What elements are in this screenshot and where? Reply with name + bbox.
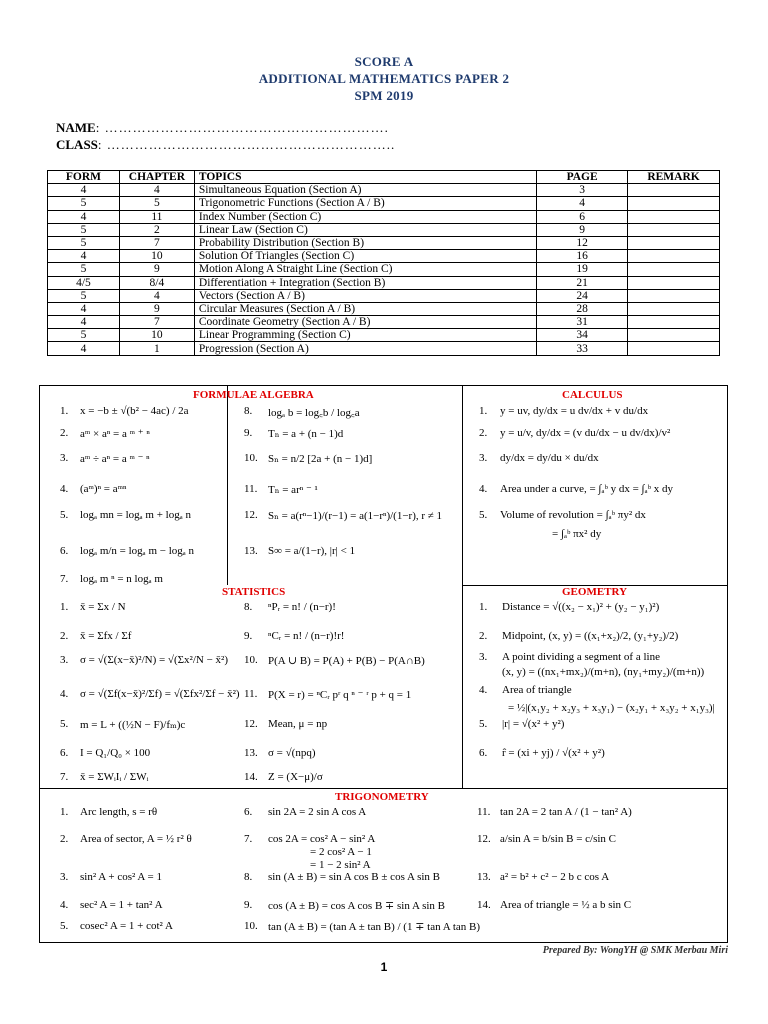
cell-remark	[628, 316, 720, 329]
trigonometry-formula: a² = b² + c² − 2 b c cos A	[500, 871, 610, 883]
table-row	[48, 236, 720, 249]
trigonometry-formula: Area of triangle = ½ a b sin C	[500, 899, 632, 911]
cell-topic: Circular Measures (Section A / B)	[194, 302, 536, 315]
geometry-formula: A point dividing a segment of a line	[502, 651, 660, 663]
formula-number: 10.	[244, 920, 258, 932]
cell-chapter: 1	[119, 342, 194, 355]
formula-number: 3.	[479, 651, 488, 663]
algebra-formula: logₐ m ⁿ = n logₐ m	[80, 573, 163, 585]
header-topics: TOPICS	[194, 171, 536, 184]
geometry-formula: Distance = √((x₂ − x₁)² + (y₂ − y₁)²)	[502, 601, 660, 613]
formula-number: 13.	[477, 871, 491, 883]
cell-chapter: 4	[119, 184, 194, 197]
calculus-formula: y = u/v, dy/dx = (v du/dx − u dv/dx)/v²	[500, 427, 671, 439]
cell-topic: Differentiation + Integration (Section B)	[194, 276, 536, 289]
cell-remark	[628, 250, 720, 263]
section-trigonometry: TRIGONOMETRY	[335, 791, 429, 803]
cell-form: 4	[48, 316, 120, 329]
statistics-formula: P(A ∪ B) = P(A) + P(B) − P(A∩B)	[268, 655, 425, 667]
statistics-formula: ⁿCᵣ = n! / (n−r)!r!	[268, 630, 345, 642]
algebra-formula: x = −b ± √(b² − 4ac) / 2a	[80, 405, 189, 417]
cell-remark	[628, 184, 720, 197]
statistics-formula: x̄ = Σfx / Σf	[80, 630, 132, 642]
formula-number: 5.	[60, 920, 69, 932]
trigonometry-formula: sin (A ± B) = sin A cos B ± cos A sin B	[268, 871, 440, 883]
divider	[462, 585, 463, 788]
cell-form: 4	[48, 184, 120, 197]
cell-topic: Motion Along A Straight Line (Section C)	[194, 263, 536, 276]
formula-number: 1.	[60, 601, 69, 613]
cell-remark	[628, 276, 720, 289]
formula-number: 7.	[60, 771, 69, 783]
formula-number: 2.	[479, 427, 488, 439]
table-row	[48, 184, 720, 197]
statistics-formula: x̄ = ΣWᵢIᵢ / ΣWᵢ	[80, 771, 149, 783]
table-row	[48, 316, 720, 329]
trigonometry-formula: tan (A ± B) = (tan A ± tan B) / (1 ∓ tan A tan B)	[268, 921, 481, 933]
statistics-formula: x̄ = Σx / N	[80, 601, 126, 613]
formula-number: 7.	[244, 833, 253, 845]
statistics-formula: σ = √(Σf(x−x̄)²/Σf) = √(Σfx²/Σf − x̄²)	[80, 688, 240, 700]
cell-page: 3	[537, 184, 628, 197]
formula-number: 4.	[60, 899, 69, 911]
trigonometry-formula: a/sin A = b/sin B = c/sin C	[500, 833, 617, 845]
formula-number: 8.	[244, 601, 253, 613]
formula-number: 6.	[244, 806, 253, 818]
calculus-formula: y = uv, dy/dx = u dv/dx + v du/dx	[500, 405, 649, 417]
cell-topic: Linear Programming (Section C)	[194, 329, 536, 342]
trigonometry-formula: sin 2A = 2 sin A cos A	[268, 806, 367, 818]
cell-chapter: 10	[119, 329, 194, 342]
geometry-formula: = ½|(x₁y₂ + x₂y₃ + x₃y₁) − (x₂y₁ + x₃y₂ + x₁y₃)|	[508, 702, 715, 714]
cell-chapter: 2	[119, 223, 194, 236]
cell-remark	[628, 329, 720, 342]
formula-number: 8.	[244, 871, 253, 883]
formula-number: 5.	[60, 509, 69, 521]
formula-number: 12.	[244, 509, 258, 521]
header-remark: REMARK	[628, 171, 720, 184]
cell-page: 21	[537, 276, 628, 289]
formula-number: 11.	[244, 688, 258, 700]
cell-chapter: 4	[119, 289, 194, 302]
formula-number: 14.	[477, 899, 491, 911]
name-line	[56, 120, 389, 136]
trigonometry-formula: cosec² A = 1 + cot² A	[80, 920, 173, 932]
section-algebra: FORMULAE ALGEBRA	[193, 389, 314, 401]
class-label: CLASS	[56, 137, 98, 152]
formula-number: 4.	[479, 684, 488, 696]
formula-number: 4.	[60, 688, 69, 700]
cell-topic: Coordinate Geometry (Section A / B)	[194, 316, 536, 329]
algebra-formula: aᵐ × aⁿ = a ᵐ ⁺ ⁿ	[80, 428, 150, 440]
formula-number: 13.	[244, 545, 258, 557]
cell-form: 4	[48, 342, 120, 355]
statistics-formula: I = Q₁/Q₀ × 100	[80, 747, 151, 759]
cell-topic: Linear Law (Section C)	[194, 223, 536, 236]
statistics-formula: m = L + ((½N − F)/fₘ)c	[80, 719, 186, 731]
cell-remark	[628, 223, 720, 236]
formula-number: 8.	[244, 405, 253, 417]
formula-number: 7.	[60, 573, 69, 585]
statistics-formula: P(X = r) = ⁿCᵣ pʳ q ⁿ ⁻ ʳ p + q = 1	[268, 689, 412, 701]
cell-remark	[628, 289, 720, 302]
algebra-formula: logₐ b = log꜀b / log꜀a	[268, 407, 360, 419]
formula-number: 1.	[60, 405, 69, 417]
cell-chapter: 9	[119, 263, 194, 276]
formula-number: 3.	[60, 871, 69, 883]
table-row	[48, 223, 720, 236]
formula-number: 2.	[60, 427, 69, 439]
name-dots: : …………………………………………………….	[95, 120, 389, 135]
statistics-formula: Z = (X−μ)/σ	[268, 771, 323, 783]
cell-form: 4	[48, 302, 120, 315]
cell-chapter: 11	[119, 210, 194, 223]
page-number: 1	[380, 960, 388, 974]
formula-number: 3.	[60, 452, 69, 464]
formula-number: 2.	[60, 833, 69, 845]
cell-page: 9	[537, 223, 628, 236]
statistics-formula: Mean, μ = np	[268, 718, 328, 730]
doc-title-year: SPM 2019	[354, 88, 414, 103]
section-statistics: STATISTICS	[222, 586, 286, 598]
doc-title-score: SCORE A	[354, 54, 414, 69]
cell-form: 5	[48, 223, 120, 236]
table-row	[48, 276, 720, 289]
formula-number: 9.	[244, 899, 253, 911]
formula-number: 1.	[479, 601, 488, 613]
trigonometry-formula: sin² A + cos² A = 1	[80, 871, 162, 883]
algebra-formula: Sₙ = a(rⁿ−1)/(r−1) = a(1−rⁿ)/(1−r), r ≠ 1	[268, 510, 443, 522]
trigonometry-formula: cos (A ± B) = cos A cos B ∓ sin A sin B	[268, 900, 446, 912]
cell-form: 4	[48, 210, 120, 223]
table-row	[48, 263, 720, 276]
cell-form: 4/5	[48, 276, 120, 289]
cell-form: 5	[48, 197, 120, 210]
formula-number: 4.	[60, 483, 69, 495]
formula-number: 5.	[479, 718, 488, 730]
geometry-formula: (x, y) = ((nx₁+mx₂)/(m+n), (ny₁+my₂)/(m+n))	[502, 666, 705, 678]
cell-remark	[628, 236, 720, 249]
formula-number: 1.	[60, 806, 69, 818]
calculus-formula: Area under a curve, = ∫ₐᵇ y dx = ∫ₐᵇ x dy	[500, 483, 673, 495]
formula-number: 9.	[244, 630, 253, 642]
table-row	[48, 302, 720, 315]
statistics-formula: σ = √(npq)	[268, 747, 316, 759]
algebra-formula: logₐ mn = logₐ m + logₐ n	[80, 509, 191, 521]
cell-chapter: 10	[119, 250, 194, 263]
cell-page: 16	[537, 250, 628, 263]
table-row	[48, 289, 720, 302]
divider	[39, 788, 728, 789]
formula-number: 5.	[60, 718, 69, 730]
section-calculus: CALCULUS	[562, 389, 623, 401]
geometry-formula: |r| = √(x² + y²)	[502, 718, 565, 730]
cell-topic: Trigonometric Functions (Section A / B)	[194, 197, 536, 210]
cell-page: 4	[537, 197, 628, 210]
cell-chapter: 7	[119, 236, 194, 249]
cell-form: 5	[48, 329, 120, 342]
cell-page: 12	[537, 236, 628, 249]
cell-chapter: 8/4	[119, 276, 194, 289]
cell-page: 24	[537, 289, 628, 302]
table-row	[48, 210, 720, 223]
header-page: PAGE	[537, 171, 628, 184]
trigonometry-formula: Area of sector, A = ½ r² θ	[80, 833, 192, 845]
geometry-formula: Area of triangle	[502, 684, 572, 696]
cell-topic: Simultaneous Equation (Section A)	[194, 184, 536, 197]
formula-number: 13.	[244, 747, 258, 759]
class-line	[56, 137, 395, 153]
trigonometry-formula: Arc length, s = rθ	[80, 806, 158, 818]
formula-number: 9.	[244, 427, 253, 439]
formula-number: 4.	[479, 483, 488, 495]
credit-line: Prepared By: WongYH @ SMK Merbau Miri	[542, 945, 728, 956]
trigonometry-formula: tan 2A = 2 tan A / (1 − tan² A)	[500, 806, 632, 818]
formula-number: 3.	[60, 654, 69, 666]
class-dots: : ……………………………………………………..	[97, 137, 396, 152]
cell-form: 5	[48, 236, 120, 249]
doc-title-subject: ADDITIONAL MATHEMATICS PAPER 2	[258, 71, 510, 86]
formula-number: 14.	[244, 771, 258, 783]
divider	[227, 385, 228, 585]
cell-topic: Progression (Section A)	[194, 342, 536, 355]
cell-topic: Vectors (Section A / B)	[194, 289, 536, 302]
cell-page: 28	[537, 302, 628, 315]
calculus-formula: Volume of revolution = ∫ₐᵇ πy² dx	[500, 509, 646, 521]
cell-form: 5	[48, 289, 120, 302]
cell-form: 4	[48, 250, 120, 263]
statistics-formula: ⁿPᵣ = n! / (n−r)!	[268, 601, 336, 613]
cell-page: 19	[537, 263, 628, 276]
table-header-row	[48, 171, 720, 184]
table-row	[48, 329, 720, 342]
table-row	[48, 250, 720, 263]
cell-page: 31	[537, 316, 628, 329]
trigonometry-formula: sec² A = 1 + tan² A	[80, 899, 163, 911]
algebra-formula: Sₙ = n/2 [2a + (n − 1)d]	[268, 453, 373, 465]
formula-number: 6.	[60, 545, 69, 557]
divider	[462, 385, 463, 585]
formula-number: 10.	[244, 452, 258, 464]
trigonometry-formula: cos 2A = cos² A − sin² A	[268, 833, 376, 845]
cell-remark	[628, 263, 720, 276]
formula-number: 5.	[479, 509, 488, 521]
algebra-formula: (aᵐ)ⁿ = aᵐⁿ	[80, 483, 127, 495]
cell-form: 5	[48, 263, 120, 276]
algebra-formula: aᵐ ÷ aⁿ = a ᵐ ⁻ ⁿ	[80, 453, 150, 465]
cell-chapter: 9	[119, 302, 194, 315]
name-label: NAME	[56, 120, 96, 135]
cell-remark	[628, 342, 720, 355]
algebra-formula: Tₙ = a + (n − 1)d	[268, 428, 344, 440]
cell-chapter: 7	[119, 316, 194, 329]
geometry-formula: Midpoint, (x, y) = ((x₁+x₂)/2, (y₁+y₂)/2)	[502, 630, 679, 642]
header-form: FORM	[48, 171, 120, 184]
geometry-formula: r̂ = (xi + yj) / √(x² + y²)	[502, 747, 605, 759]
formula-number: 11.	[477, 806, 491, 818]
formula-number: 1.	[479, 405, 488, 417]
cell-page: 33	[537, 342, 628, 355]
formula-number: 12.	[477, 833, 491, 845]
formula-number: 10.	[244, 654, 258, 666]
algebra-formula: S∞ = a/(1−r), |r| < 1	[268, 545, 356, 557]
algebra-formula: Tₙ = arⁿ ⁻ ¹	[268, 484, 318, 496]
section-geometry: GEOMETRY	[562, 586, 628, 598]
statistics-formula: σ = √(Σ(x−x̄)²/N) = √(Σx²/N − x̄²)	[80, 654, 228, 666]
formula-number: 2.	[60, 630, 69, 642]
cell-remark	[628, 302, 720, 315]
cell-topic: Probability Distribution (Section B)	[194, 236, 536, 249]
cell-page: 6	[537, 210, 628, 223]
header-chapter: CHAPTER	[119, 171, 194, 184]
cell-page: 34	[537, 329, 628, 342]
formula-number: 12.	[244, 718, 258, 730]
algebra-formula: logₐ m/n = logₐ m − logₐ n	[80, 545, 195, 557]
formula-number: 3.	[479, 452, 488, 464]
cell-topic: Solution Of Triangles (Section C)	[194, 250, 536, 263]
calculus-formula: = ∫ₐᵇ πx² dy	[552, 528, 602, 540]
formula-number: 2.	[479, 630, 488, 642]
cell-chapter: 5	[119, 197, 194, 210]
cell-remark	[628, 197, 720, 210]
formula-number: 6.	[60, 747, 69, 759]
table-row	[48, 342, 720, 355]
cell-remark	[628, 210, 720, 223]
calculus-formula: dy/dx = dy/du × du/dx	[500, 452, 599, 464]
cell-topic: Index Number (Section C)	[194, 210, 536, 223]
formula-number: 11.	[244, 483, 258, 495]
trigonometry-formula: = 1 − 2 sin² A	[310, 859, 371, 871]
formula-number: 6.	[479, 747, 488, 759]
topics-table	[47, 170, 720, 356]
trigonometry-formula: = 2 cos² A − 1	[310, 846, 372, 858]
table-row	[48, 197, 720, 210]
